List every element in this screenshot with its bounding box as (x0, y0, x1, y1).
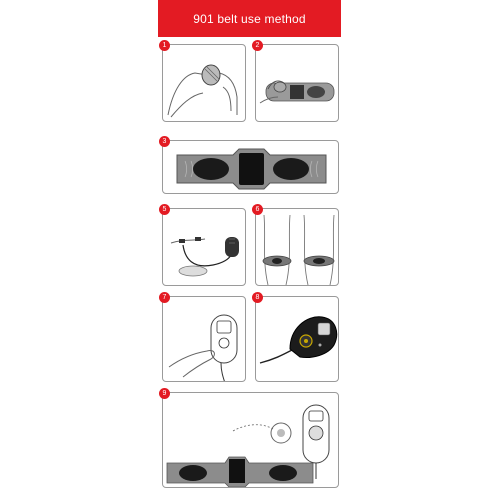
step-number-8: 8 (252, 292, 263, 303)
step-7-panel (162, 296, 246, 382)
hand-controller-icon (163, 297, 246, 382)
controller-unit-icon (256, 297, 339, 382)
step-6-panel (255, 208, 339, 286)
step-number-1: 1 (159, 40, 170, 51)
step-number-6: 6 (252, 204, 263, 215)
page-title: 901 belt use method (158, 0, 341, 37)
step-8-panel (255, 296, 339, 382)
belt-wire-controller-icon (163, 209, 246, 286)
step-number-2: 2 (252, 40, 263, 51)
step-2-panel (255, 44, 339, 122)
step-1-panel (162, 44, 246, 122)
step-5-panel (162, 208, 246, 286)
step-9-panel (162, 392, 339, 488)
belt-attach-pad-icon (256, 45, 339, 122)
step-number-5: 5 (159, 204, 170, 215)
waist-belt-icon (256, 209, 339, 286)
belt-icon (163, 141, 339, 194)
step-number-3: 3 (159, 136, 170, 147)
step-3-panel (162, 140, 339, 194)
step-number-7: 7 (159, 292, 170, 303)
full-assembly-icon (163, 393, 339, 488)
step-number-9: 9 (159, 388, 170, 399)
hands-peeling-pad-icon (163, 45, 246, 122)
